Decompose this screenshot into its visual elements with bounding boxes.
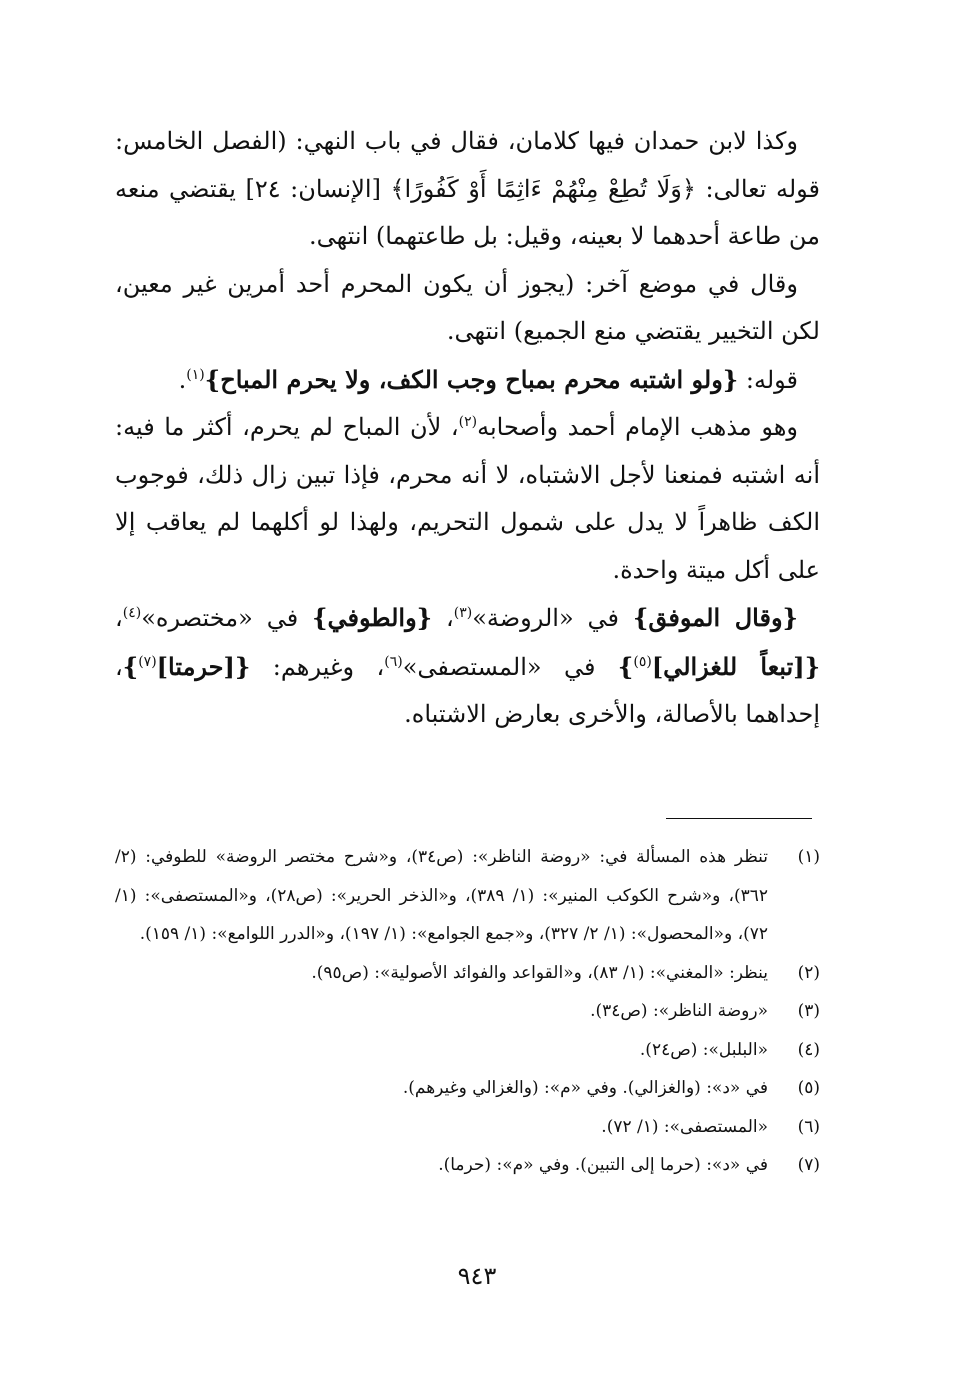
footnote-number: (٢) (797, 962, 820, 983)
footnote-text: «روضة الناظر»: (ص٣٤). (590, 1001, 768, 1021)
paragraph-1: وكذا لابن حمدان فيها كلامان، فقال في باب النهي: (الفصل الخامس: قوله تعالى: ﴿وَلَا تُطِعْ مِنْهُمْ ءَاثِمًا أَوْ كَفُورًا﴾ [الإنسان: ٢٤] يقتضي منعه من طاعة أحدهما لا بعينه، وقيل: بل طاعتهما) انتهى. (115, 127, 820, 250)
footnote-text: في «د»: (حرما إلى التبين). وفي «م»: (حرما). (438, 1155, 768, 1175)
p5-bold-3: {[تبعاً للغزالي] (651, 651, 821, 681)
p5-text-3: في «مختصره» (141, 604, 313, 632)
footnote-text: ينظر: «المغني»: (١/ ٨٣)، و«القواعد والفوائد الأصولية»: (ص٩٥). (311, 962, 768, 983)
p5-bold-6: } (122, 651, 139, 681)
p5-text-7: ، إحداهما بالأصالة، والأخرى بعارض الاشتباه. (115, 652, 820, 728)
paragraph-4 (115, 404, 820, 594)
footnote-text: «البلبل»: (ص٢٤). (639, 1039, 768, 1060)
p3-lead: قوله: (738, 365, 798, 394)
footnote-number: (٧) (797, 1155, 820, 1175)
footnote-number: (٤) (797, 1039, 820, 1060)
footnote-number: (٦) (797, 1116, 820, 1137)
footnote-ref-1: (١) (186, 366, 205, 383)
p4-part1: وهو مذهب الإمام أحمد وأصحابه (477, 413, 798, 441)
footnote-2 (115, 954, 820, 993)
footnote-1 (115, 838, 820, 954)
footnote-4 (115, 1031, 820, 1070)
footnote-number: (٥) (797, 1078, 820, 1098)
footnote-number: (٣) (797, 1001, 820, 1021)
footnote-ref-4: (٤) (122, 605, 142, 621)
footnote-text: «المستصفى»: (١/ ٧٢). (601, 1116, 768, 1137)
p5-bold-2: {والطوفي} (312, 603, 433, 632)
p5-text-5: في «المستصفى» (402, 652, 618, 681)
p3-end: . (178, 365, 187, 394)
p4-part2: ، لأن المباح لم يحرم، أكثر ما فيه: أنه اشتبه فمنعنا لأجل الاشتباه، لا أنه محرم، فإذا تبين زال ذلك، فوجوب الكف ظاهراً لا يدل على شمول التحريم، ولهذا لو أكلهما لم يعاقب إلا على أكل ميتة واحدة. (115, 413, 820, 584)
footnote-text: في «د»: (والغزالي). وفي «م»: (والغزالي وغيرهم). (402, 1078, 768, 1098)
footnote-5 (115, 1069, 820, 1108)
footnote-ref-2: (٢) (458, 414, 478, 430)
main-text (115, 118, 820, 739)
footnote-text: تنظر هذه المسألة في: «روضة الناظر»: (ص٣٤)، و«شرح مختصر الروضة» للطوفي: (٢/ ٣٦٢)، و«شرح الكوكب المنير»: (١/ ٣٨٩)، و«الذخر الحرير»: (ص٢٨)، و«المستصفى»: (١/ ٧٢)، و«المحصول»: (١/ ٢/ ٣٢٧)، و«جمع الجوامع»: (١/ ١٩٧)، و«الدرر اللوامع»: (١/ ١٥٩). (115, 847, 769, 944)
footnote-3 (115, 992, 820, 1031)
footnote-ref-6: (٦) (384, 653, 403, 670)
footnotes (115, 838, 820, 1185)
p5-bold-1: {وقال الموفق} (632, 603, 798, 632)
footnote-ref-7: (٧) (138, 653, 157, 670)
p5-text-4: ، (115, 604, 123, 632)
p3-quoted-matn: {ولو اشتبه محرم بمباح وجب الكف، ولا يحرم المباح} (204, 364, 739, 394)
footnote-number: (١) (797, 847, 820, 867)
p5-text-2: ، (432, 604, 454, 632)
p5-text-6: ، وغيرهم: (250, 652, 385, 681)
p5-bold-5: {[حرمتا] (156, 651, 251, 681)
page-number: ٩٤٣ (457, 1262, 497, 1290)
p5-bold-4: } (617, 651, 634, 681)
footnote-ref-3: (٣) (453, 605, 473, 621)
paragraph-3 (115, 356, 820, 405)
paragraph-5 (115, 594, 820, 739)
footnote-ref-5: (٥) (633, 653, 652, 670)
p5-text-1: في «الروضة» (472, 604, 633, 632)
footnote-divider (666, 818, 812, 819)
footnote-6 (115, 1108, 820, 1147)
footnote-7 (115, 1146, 820, 1185)
paragraph-2: وقال في موضع آخر: (يجوز أن يكون المحرم أحد أمرين غير معين، لكن التخيير يقتضي منع الجميع) انتهى. (115, 269, 820, 345)
